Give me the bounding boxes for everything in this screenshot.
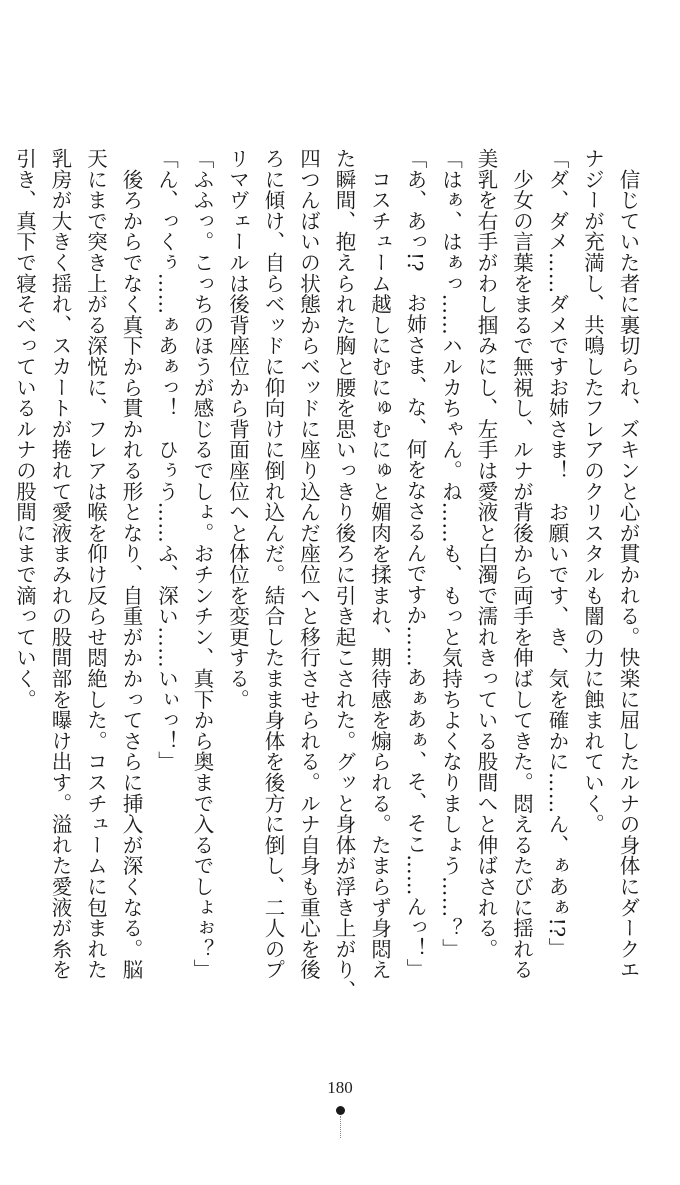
- text-line: 四つんばいの状態からベッドに座り込んだ座位へと移行させられる。ルナ自身も重心を後: [296, 148, 321, 980]
- text-line: 「ダ、ダメ……ダメですお姉さま！ お願いです、き、気を確かに……ん、ぁあぁ!?」: [545, 148, 569, 959]
- page-number: 180: [327, 1078, 353, 1097]
- text-line: 信じていた者に裏切られ、ズキンと心が貫かれる。快楽に屈したルナの身体にダークエ: [616, 148, 640, 980]
- text-line: コスチューム越しにむにゅむにゅと媚肉を揉まれ、期待感を煽られる。たまらず身悶え: [367, 148, 392, 980]
- text-line: 乳房が大きく揺れ、スカートが捲れて愛液まみれの股間部を曝け出す。溢れた愛液が糸を: [48, 148, 72, 980]
- page-marker-line: [340, 1116, 342, 1138]
- text-line: た瞬間、抱えられた胸と腰を思いっきり後ろに引き起こされた。グッと身体が浮き上がり、: [332, 148, 356, 1001]
- page-marker-dot-icon: [336, 1106, 345, 1115]
- text-line: 「ん、っくぅ……ぁあぁっ！ ひぅう……ふ、深い……いぃっ！」: [154, 148, 179, 772]
- text-line: 少女の言葉をまるで無視し、ルナが背後から両手を伸ばしてきた。悶えるたびに揺れる: [509, 148, 534, 980]
- text-line: 「あ、あっ!? お姉さま、な、何をなさるんですか……あぁあぁ、そ、そこ……んっ！」: [403, 148, 427, 980]
- text-line: 美乳を右手がわし掴みにし、左手は愛液と白濁で濡れきっている股間へと伸ばされる。: [474, 148, 498, 960]
- text-line: 「はぁ、はぁっ……ハルカちゃん。ね……も、もっと気持ちよくなりましょう……？」: [438, 148, 463, 960]
- body-text: [12, 148, 645, 1048]
- text-line: リマヴェールは後背座位から背面座位へと体位を変更する。: [225, 148, 250, 710]
- text-line: 「ふふっ。こっちのほうが感じるでしょ。おチンチン、真下から奥まで入るでしょぉ？」: [190, 148, 214, 980]
- text-line: ナジーが充満し、共鳴したフレアのクリスタルも闇の力に蝕まれていく。: [580, 148, 605, 835]
- text-line: ろに傾け、自らベッドに仰向けに倒れ込んだ。結合したまま身体を後方に倒し、二人のプ: [261, 148, 285, 980]
- text-line: 引き、真下で寝そべっているルナの股間にまで滴っていく。: [12, 148, 37, 710]
- text-line: 後ろからでなく真下から貫かれる形となり、自重がかかってさらに挿入が深くなる。脳: [119, 148, 143, 980]
- text-line: 天にまで突き上がる深悦に、フレアは喉を仰け反らせ悶絶した。コスチュームに包まれた: [83, 148, 108, 980]
